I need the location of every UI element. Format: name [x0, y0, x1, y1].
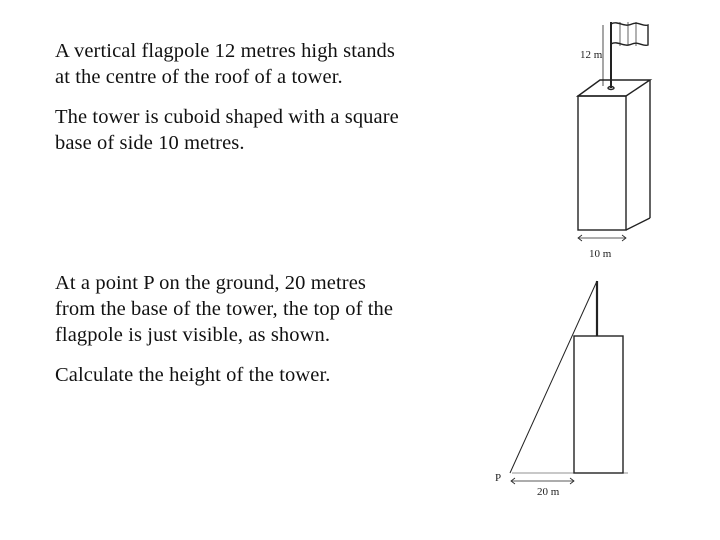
distance-label: 20 m	[537, 486, 560, 498]
text-line: from the base of the tower, the top of the	[55, 298, 394, 320]
text-line: A vertical flagpole 12 metres high stands	[55, 40, 395, 62]
point-p-label: P	[495, 472, 502, 484]
text-line: base of side 10 metres.	[55, 132, 245, 154]
base-width-label: 10 m	[589, 248, 612, 260]
text-line: flagpole is just visible, as shown.	[55, 324, 331, 346]
text-line: At a point P on the ground, 20 metres	[55, 272, 366, 294]
flagpole-height-label: 12 m	[580, 49, 603, 61]
line-of-sight	[510, 281, 597, 473]
text-line: Calculate the height of the tower.	[55, 364, 331, 386]
text-line: at the centre of the roof of a tower.	[55, 66, 343, 88]
text-line: The tower is cuboid shaped with a square	[55, 106, 399, 128]
tower-side-view	[574, 336, 623, 473]
